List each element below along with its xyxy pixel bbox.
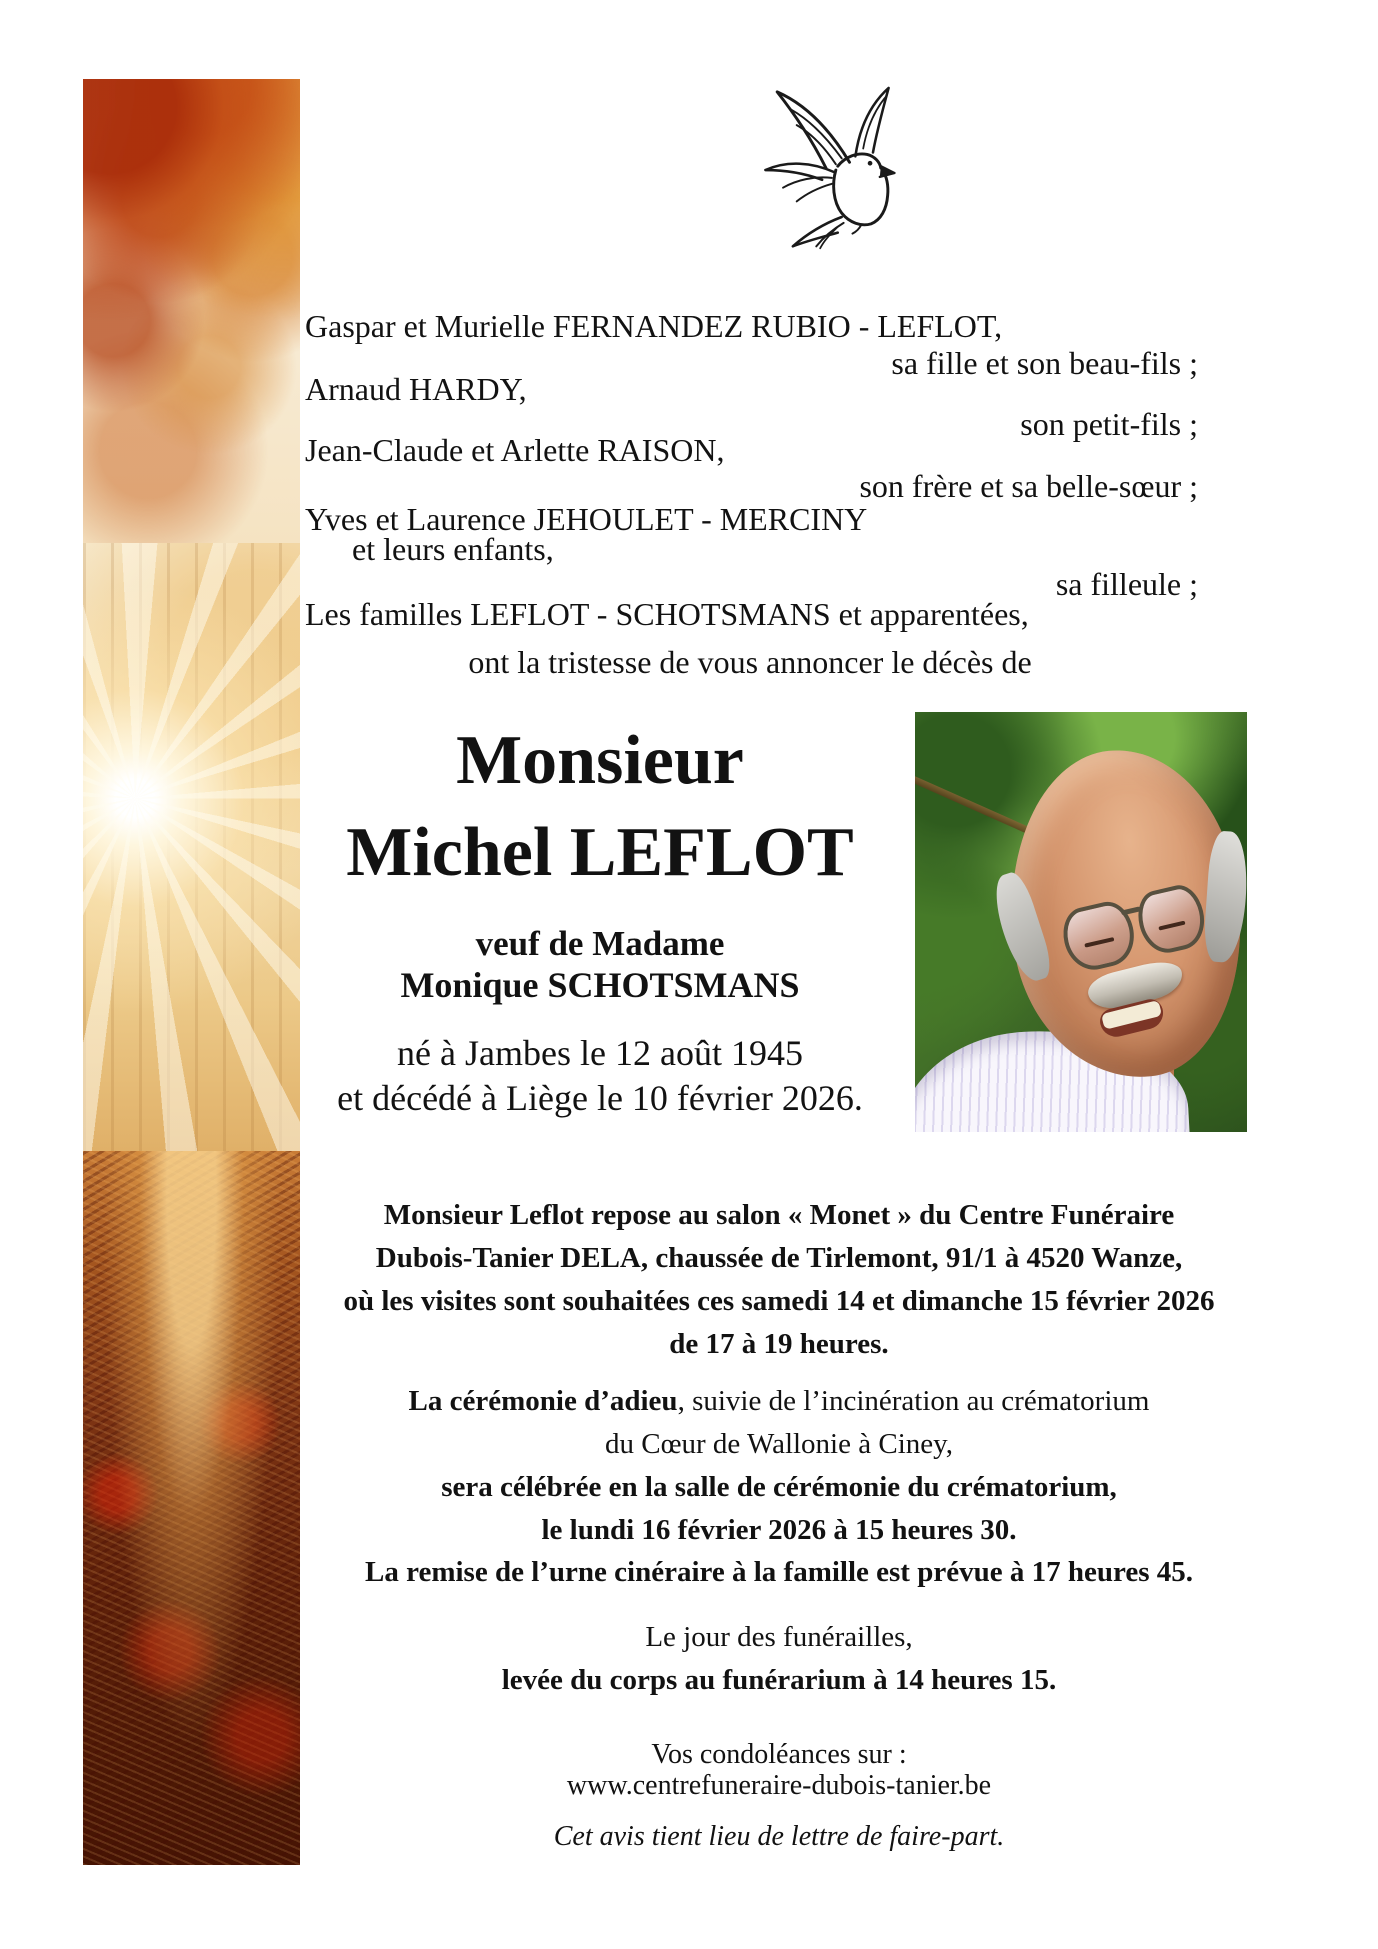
funeral-day-line: levée du corps au funérarium à 14 heures 15. [501, 1664, 1057, 1696]
portrait-hair [987, 869, 1056, 986]
ceremony-line [240, 1380, 1318, 1423]
portrait-eye [1085, 937, 1115, 948]
relative-name: Gaspar et Murielle FERNANDEZ RUBIO - LEFLOT, [305, 308, 1003, 344]
visitation-line: de 17 à 19 heures. [669, 1328, 889, 1360]
relative-name: Jean-Claude et Arlette RAISON, [305, 432, 725, 468]
ceremony-line: du Cœur de Wallonie à Ciney, [604, 1428, 953, 1460]
funeral-day-paragraph [240, 1616, 1318, 1702]
relative-name: Arnaud HARDY, [305, 371, 527, 407]
visitation-line: Monsieur Leflot repose au salon « Monet » du Centre Funéraire [383, 1199, 1175, 1231]
widower-line: veuf de Madame [475, 924, 725, 963]
condolences-block [240, 1739, 1318, 1801]
deceased-title: Monsieur [456, 722, 744, 799]
relative-relation: sa fille et son beau-fils ; [891, 345, 1198, 381]
condolences-label: Vos condoléances sur : [651, 1739, 907, 1770]
visitation-line: Dubois-Tanier DELA, chaussée de Tirlemont, 91/1 à 4520 Wanze, [375, 1242, 1183, 1274]
portrait-photo [915, 712, 1247, 1132]
relative-children: et leurs enfants, [352, 531, 554, 567]
portrait-eye [1159, 921, 1186, 931]
announcement-sentence: ont la tristesse de vous annoncer le décès de [468, 644, 1032, 680]
widow-name: Monique SCHOTSMANS [400, 965, 800, 1005]
relative-relation: son petit-fils ; [1020, 406, 1198, 442]
families-line: Les familles LEFLOT - SCHOTSMANS et apparentées, [305, 596, 1029, 632]
relative-relation: sa filleule ; [1055, 566, 1198, 602]
faire-part-notice: Cet avis tient lieu de lettre de faire-part. [553, 1821, 1005, 1852]
ceremony-line: sera célébrée en la salle de cérémonie du crématorium, [441, 1471, 1117, 1503]
portrait-hair [1202, 830, 1247, 963]
condolences-website: www.centrefuneraire-dubois-tanier.be [566, 1770, 992, 1801]
visitation-line: où les visites sont souhaitées ces samedi 14 et dimanche 15 février 2026 [343, 1285, 1215, 1317]
relative-name: Yves et Laurence JEHOULET - MERCINY [305, 501, 868, 537]
urn-line: La remise de l’urne cinéraire à la famille est prévue à 17 heures 45. [365, 1556, 1193, 1588]
ceremony-line: le lundi 16 février 2026 à 15 heures 30. [541, 1514, 1017, 1546]
ceremony-lead-rest: , suivie de l’incinération au crématorium [677, 1385, 1150, 1417]
glasses-lens [1134, 881, 1211, 958]
portrait-glasses [1058, 881, 1209, 967]
death-line: et décédé à Liège le 10 février 2026. [337, 1078, 863, 1118]
ceremony-paragraph [240, 1380, 1318, 1552]
autumn-foliage-top [83, 79, 300, 543]
urn-paragraph [240, 1551, 1318, 1594]
birth-line: né à Jambes le 12 août 1945 [397, 1033, 803, 1073]
dove-icon [740, 78, 916, 268]
relative-relation: son frère et sa belle-sœur ; [859, 468, 1198, 504]
visitation-paragraph [240, 1194, 1318, 1366]
funeral-day-line: Le jour des funérailles, [645, 1621, 913, 1653]
deceased-name: Michel LEFLOT [346, 814, 854, 891]
ceremony-lead: La cérémonie d’adieu [408, 1385, 678, 1417]
